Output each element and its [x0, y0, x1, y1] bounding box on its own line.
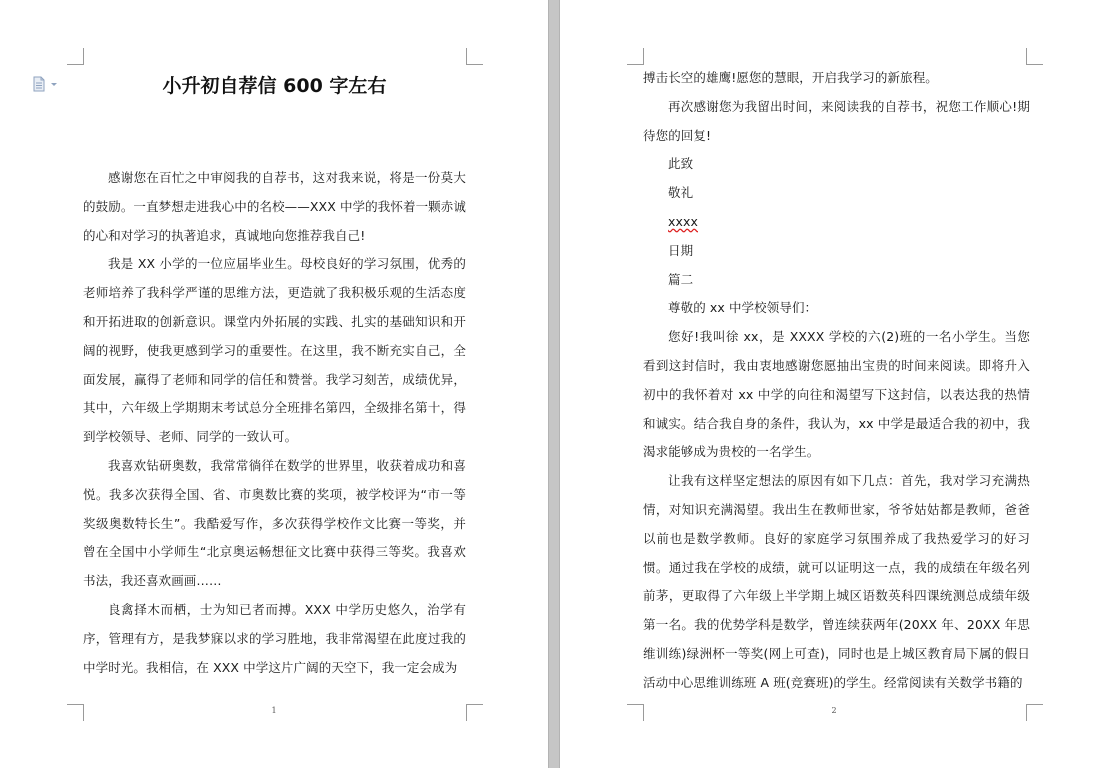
document-icon[interactable]	[31, 76, 61, 92]
margin-corner-bottom-left	[67, 704, 84, 721]
margin-corner-top-right	[1026, 48, 1043, 65]
paragraph: 我是 XX 小学的一位应届毕业生。母校良好的学习氛围，优秀的老师培养了我科学严谨的思维方法，更造就了我积极乐观的生活态度和开拓进取的创新意识。课堂内外拓展的实践、扎实的基础知识和开阔的视野，使我更感到学习的重要性。在这里，我不断充实自己，全面发展，赢得了老师和同学的信任和赞誉。我学习刻苦，成绩优异，其中，六年级上学期期末考试总分全班排名第四，全级排名第十，得到学校领导、老师、同学的一致认可。	[83, 256, 466, 445]
greeting: 尊敬的 xx 中学校领导们：	[668, 300, 818, 316]
document-page-1	[0, 0, 548, 768]
paragraph: 感谢您在百忙之中审阅我的自荐书，这对我来说，将是一份莫大的鼓励。一直梦想走进我心中的名校——XXX 中学的我怀着一颗赤诚的心和对学习的执著追求，真诚地向您推荐我自己!	[83, 170, 466, 243]
closing-line: 敬礼	[668, 185, 694, 201]
margin-corner-bottom-right	[466, 704, 483, 721]
paragraph: 再次感谢您为我留出时间，来阅读我的自荐书，祝您工作顺心!期待您的回复!	[643, 98, 1030, 143]
document-title: 小升初自荐信 600 字左右	[162, 75, 387, 97]
paragraph: 让我有这样坚定想法的原因有如下几点：首先，我对学习充满热情，对知识充满渴望。我出生在教师世家，爷爷姑姑都是教师，爸爸以前也是数学教师。良好的家庭学习氛围养成了我热爱学习的好习惯。通过我在学校的成绩，就可以证明这一点，我的成绩在年级名列前茅，更取得了六年级上半学期上城区语数英科四课统测总成绩年级第一名。我的优势学科是数学，曾连续获两年(20XX 年、20XX 年思维训练)绿洲杯一等奖(网上可查)，同时也是上城区教育局下属的假日活动中心思维训练班 A 班(竞赛班)的学生。经常阅读有关数学书籍的	[643, 473, 1030, 690]
page-2-body	[643, 64, 1030, 698]
paragraph: 搏击长空的雄鹰!愿您的慧眼，开启我学习的新旅程。	[643, 70, 938, 85]
date-line: 日期	[668, 242, 694, 258]
signature	[643, 208, 1030, 237]
paragraph: 您好!我叫徐 xx，是 XXXX 学校的六(2)班的一名小学生。当您看到这封信时，我由衷地感谢您愿抽出宝贵的时间来阅读。即将升入初中的我怀着对 xx 中学的向往和渴望写下这封信，以表达我的热情和诚实。结合我自身的条件，我认为，xx 中学是最适合我的初中，我渴求能够成为贵校的一名学生。	[643, 329, 1030, 460]
document-page-2	[560, 0, 1107, 768]
margin-corner-top-left	[67, 48, 84, 65]
margin-corner-bottom-right	[1026, 704, 1043, 721]
margin-corner-bottom-left	[627, 704, 644, 721]
margin-corner-top-right	[466, 48, 483, 65]
paragraph: 我喜欢钻研奥数，我常常徜徉在数学的世界里，收获着成功和喜悦。我多次获得全国、省、市奥数比赛的奖项，被学校评为“市一等奖级奥数特长生”。我酷爱写作，多次获得学校作文比赛一等奖，并曾在全国中小学师生“北京奥运畅想征文比赛中获得三等奖。我喜欢书法，我还喜欢画画……	[83, 457, 466, 589]
page-number: 1	[271, 706, 277, 715]
page-1-body	[83, 164, 466, 682]
section-heading: 篇二	[668, 271, 694, 287]
signature-text: xxxx	[668, 213, 698, 229]
closing-line: 此致	[668, 156, 694, 172]
page-gutter	[548, 0, 560, 768]
paragraph: 良禽择木而栖，士为知已者而搏。XXX 中学历史悠久，治学有序，管理有方，是我梦寐以求的学习胜地，我非常渴望在此度过我的中学时光。我相信，在 XXX 中学这片广阔的天空下，我一定会成为	[83, 601, 466, 675]
page-number: 2	[831, 706, 837, 715]
margin-corner-top-left	[627, 48, 644, 65]
